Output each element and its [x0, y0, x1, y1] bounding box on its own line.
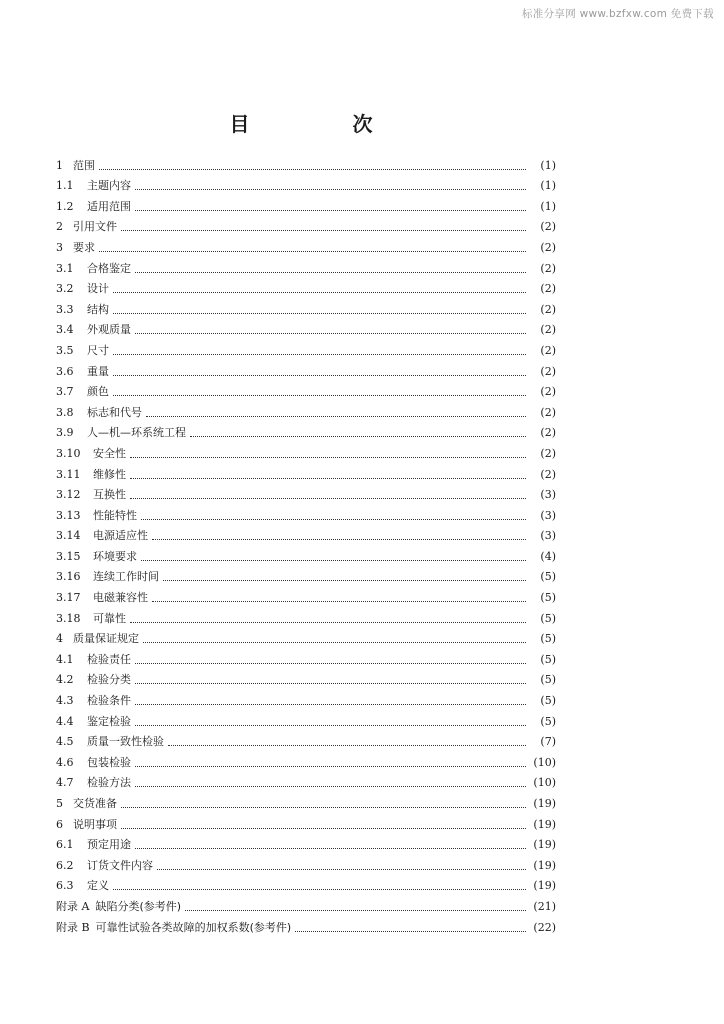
toc-section-number: 1	[56, 158, 63, 172]
toc-page-number: (4)	[540, 549, 556, 563]
toc-page-number: (5)	[540, 611, 556, 625]
toc-dot-leader	[143, 642, 526, 643]
toc-page-number: (5)	[540, 714, 556, 728]
toc-section-title: 合格鉴定	[87, 261, 131, 275]
toc-section-number: 3.5	[56, 343, 74, 357]
toc-section-title: 检验责任	[87, 652, 131, 666]
toc-page-number: (19)	[533, 797, 556, 810]
toc-page-number: (19)	[533, 879, 556, 893]
toc-section-title: 缺陷分类(参考件)	[95, 899, 182, 913]
toc-entry[interactable]	[56, 337, 556, 358]
toc-page-number: (5)	[540, 570, 556, 584]
toc-entry[interactable]	[56, 461, 556, 482]
toc-dot-leader	[157, 869, 526, 870]
toc-dot-leader	[135, 848, 526, 849]
page-title: 目 次	[229, 112, 421, 136]
toc-page-number: (2)	[540, 302, 556, 316]
toc-section-number: 4.3	[56, 694, 74, 708]
toc-entry[interactable]	[56, 214, 556, 235]
toc-section-title: 包装检验	[87, 755, 131, 769]
toc-dot-leader	[113, 313, 526, 314]
toc-dot-leader	[146, 416, 526, 417]
toc-entry[interactable]	[56, 832, 556, 853]
toc-dot-leader	[113, 375, 526, 376]
toc-section-title: 设计	[87, 282, 109, 296]
toc-section-title: 范围	[73, 158, 95, 172]
toc-section-title: 颜色	[87, 385, 109, 399]
toc-page-number: (2)	[540, 282, 556, 296]
toc-entry[interactable]	[56, 667, 556, 688]
toc-entry[interactable]	[56, 193, 556, 214]
toc-section-title: 尺寸	[87, 343, 109, 357]
toc-section-number: 3.13	[56, 508, 81, 522]
toc-section-number: 3.3	[56, 302, 74, 316]
toc-section-title: 安全性	[93, 446, 126, 460]
toc-page-number: (5)	[540, 652, 556, 666]
toc-page-number: (2)	[540, 467, 556, 481]
toc-entry[interactable]	[56, 255, 556, 276]
toc-page-number: (2)	[540, 323, 556, 337]
toc-section-number: 3	[56, 240, 63, 254]
toc-entry[interactable]	[56, 729, 556, 750]
toc-page-number: (2)	[540, 364, 556, 378]
toc-dot-leader	[99, 251, 526, 252]
toc-section-number: 3.9	[56, 426, 74, 440]
toc-section-number: 3.2	[56, 282, 74, 296]
toc-entry[interactable]	[56, 399, 556, 420]
toc-dot-leader	[121, 230, 526, 231]
toc-entry[interactable]	[56, 379, 556, 400]
toc-dot-leader	[135, 189, 526, 190]
toc-section-title: 互换性	[93, 488, 126, 502]
toc-dot-leader	[135, 210, 526, 211]
toc-section-number: 4.5	[56, 735, 74, 749]
toc-section-number: 3.14	[56, 529, 81, 543]
toc-page-number: (2)	[540, 240, 556, 254]
toc-section-title: 适用范围	[87, 199, 131, 213]
toc-entry[interactable]	[56, 276, 556, 297]
toc-section-title: 主题内容	[87, 179, 131, 193]
toc-dot-leader	[135, 704, 526, 705]
toc-section-number: 5	[56, 797, 63, 810]
toc-section-title: 质量保证规定	[73, 632, 139, 646]
toc-dot-leader	[135, 272, 526, 273]
toc-section-number: 3.16	[56, 570, 81, 584]
table-of-contents	[56, 152, 556, 935]
toc-section-title: 说明事项	[73, 817, 117, 831]
toc-dot-leader	[190, 436, 526, 437]
toc-page-number: (2)	[540, 261, 556, 275]
toc-dot-leader	[135, 786, 526, 787]
toc-section-number: 3.11	[56, 467, 81, 481]
toc-page-number: (19)	[533, 838, 556, 852]
toc-dot-leader	[135, 725, 526, 726]
toc-section-number: 4.2	[56, 673, 74, 687]
watermark: 标准分享网 www.bzfxw.com 免费下载	[522, 8, 714, 20]
toc-section-title: 质量一致性检验	[87, 735, 164, 749]
toc-section-title: 定义	[87, 879, 109, 893]
toc-section-title: 重量	[87, 364, 109, 378]
toc-section-title: 维修性	[93, 467, 126, 481]
toc-entry[interactable]	[56, 893, 556, 914]
toc-section-title: 预定用途	[87, 838, 131, 852]
toc-entry[interactable]	[56, 646, 556, 667]
toc-entry[interactable]	[56, 420, 556, 441]
toc-section-number: 1.1	[56, 179, 74, 193]
toc-entry[interactable]	[56, 811, 556, 832]
toc-dot-leader	[130, 457, 526, 458]
toc-section-title: 电源适应性	[93, 529, 148, 543]
toc-entry[interactable]	[56, 626, 556, 647]
toc-section-number: 4.1	[56, 652, 74, 666]
toc-dot-leader	[130, 498, 526, 499]
toc-dot-leader	[121, 828, 526, 829]
toc-section-title: 环境要求	[93, 549, 137, 563]
toc-section-number: 3.18	[56, 611, 81, 625]
toc-page-number: (2)	[540, 385, 556, 399]
toc-dot-leader	[185, 910, 526, 911]
toc-page-number: (5)	[540, 632, 556, 646]
toc-section-title: 结构	[87, 302, 109, 316]
toc-page-number: (2)	[540, 220, 556, 234]
toc-dot-leader	[135, 663, 526, 664]
toc-section-number: 4.4	[56, 714, 74, 728]
toc-entry[interactable]	[56, 605, 556, 626]
toc-section-number: 3.10	[56, 446, 81, 460]
toc-dot-leader	[141, 560, 526, 561]
toc-entry[interactable]	[56, 482, 556, 503]
toc-entry[interactable]	[56, 564, 556, 585]
toc-page-number: (1)	[540, 158, 556, 172]
toc-page-number: (1)	[540, 179, 556, 193]
toc-section-number: 附录 B	[56, 920, 90, 934]
toc-section-title: 可靠性	[93, 611, 126, 625]
toc-entry[interactable]	[56, 173, 556, 194]
toc-section-number: 3.6	[56, 364, 74, 378]
toc-section-number: 3.15	[56, 549, 81, 563]
toc-dot-leader	[135, 766, 526, 767]
toc-dot-leader	[130, 478, 526, 479]
toc-entry[interactable]	[56, 790, 556, 811]
toc-section-number: 6.2	[56, 858, 74, 872]
toc-page-number: (7)	[540, 735, 556, 749]
toc-dot-leader	[99, 169, 526, 170]
toc-section-number: 3.17	[56, 591, 81, 605]
toc-page-number: (1)	[540, 199, 556, 213]
toc-section-number: 4.6	[56, 755, 74, 769]
toc-section-title: 交货准备	[73, 797, 117, 810]
toc-dot-leader	[121, 807, 526, 808]
toc-section-number: 6.3	[56, 879, 74, 893]
toc-entry[interactable]	[56, 749, 556, 770]
toc-section-number: 1.2	[56, 199, 74, 213]
toc-entry[interactable]	[56, 852, 556, 873]
toc-dot-leader	[152, 601, 526, 602]
toc-section-title: 订货文件内容	[87, 858, 153, 872]
toc-section-number: 3.12	[56, 488, 81, 502]
toc-dot-leader	[135, 683, 526, 684]
toc-section-number: 4	[56, 632, 63, 646]
toc-section-number: 6	[56, 817, 63, 831]
toc-section-title: 鉴定检验	[87, 714, 131, 728]
toc-page-number: (3)	[540, 508, 556, 522]
toc-dot-leader	[113, 889, 526, 890]
toc-section-title: 要求	[73, 240, 95, 254]
toc-entry[interactable]	[56, 687, 556, 708]
toc-section-number: 2	[56, 220, 63, 234]
toc-dot-leader	[141, 519, 526, 520]
toc-page-number: (2)	[540, 405, 556, 419]
toc-section-title: 外观质量	[87, 323, 131, 337]
toc-dot-leader	[295, 931, 526, 932]
toc-section-number: 4.7	[56, 776, 74, 790]
toc-dot-leader	[163, 580, 526, 581]
toc-section-title: 检验分类	[87, 673, 131, 687]
toc-dot-leader	[152, 539, 526, 540]
toc-entry[interactable]	[56, 873, 556, 894]
toc-section-title: 电磁兼容性	[93, 591, 148, 605]
toc-page-number: (10)	[533, 755, 556, 769]
toc-entry[interactable]	[56, 502, 556, 523]
toc-section-title: 性能特性	[93, 508, 137, 522]
toc-entry[interactable]	[56, 770, 556, 791]
toc-dot-leader	[113, 395, 526, 396]
toc-section-number: 3.1	[56, 261, 74, 275]
toc-entry[interactable]	[56, 584, 556, 605]
toc-entry[interactable]	[56, 152, 556, 173]
toc-entry[interactable]	[56, 296, 556, 317]
toc-page-number: (21)	[533, 899, 556, 913]
toc-section-number: 3.4	[56, 323, 74, 337]
toc-entry[interactable]	[56, 317, 556, 338]
toc-entry[interactable]	[56, 440, 556, 461]
toc-entry[interactable]	[56, 234, 556, 255]
toc-entry[interactable]	[56, 708, 556, 729]
toc-page-number: (2)	[540, 446, 556, 460]
toc-page-number: (2)	[540, 426, 556, 440]
toc-section-title: 连续工作时间	[93, 570, 159, 584]
toc-section-number: 6.1	[56, 838, 74, 852]
toc-entry[interactable]	[56, 914, 556, 935]
toc-page-number: (3)	[540, 488, 556, 502]
toc-page-number: (5)	[540, 673, 556, 687]
toc-dot-leader	[130, 622, 526, 623]
toc-section-title: 检验条件	[87, 694, 131, 708]
toc-dot-leader	[113, 354, 526, 355]
toc-section-title: 引用文件	[73, 220, 117, 234]
toc-entry[interactable]	[56, 358, 556, 379]
toc-page-number: (22)	[533, 920, 556, 934]
toc-page-number: (19)	[533, 858, 556, 872]
toc-section-number: 3.8	[56, 405, 74, 419]
toc-page-number: (5)	[540, 591, 556, 605]
toc-page-number: (10)	[533, 776, 556, 790]
toc-dot-leader	[168, 745, 526, 746]
toc-entry[interactable]	[56, 543, 556, 564]
toc-section-title: 人—机—环系统工程	[87, 426, 186, 440]
toc-dot-leader	[113, 292, 526, 293]
toc-page-number: (3)	[540, 529, 556, 543]
toc-page-number: (19)	[533, 817, 556, 831]
toc-entry[interactable]	[56, 523, 556, 544]
toc-section-number: 附录 A	[56, 899, 90, 913]
toc-page-number: (2)	[540, 343, 556, 357]
toc-page-number: (5)	[540, 694, 556, 708]
toc-section-title: 可靠性试验各类故障的加权系数(参考件)	[95, 920, 292, 934]
toc-section-number: 3.7	[56, 385, 74, 399]
toc-section-title: 标志和代号	[87, 405, 142, 419]
toc-dot-leader	[135, 333, 526, 334]
toc-section-title: 检验方法	[87, 776, 131, 790]
